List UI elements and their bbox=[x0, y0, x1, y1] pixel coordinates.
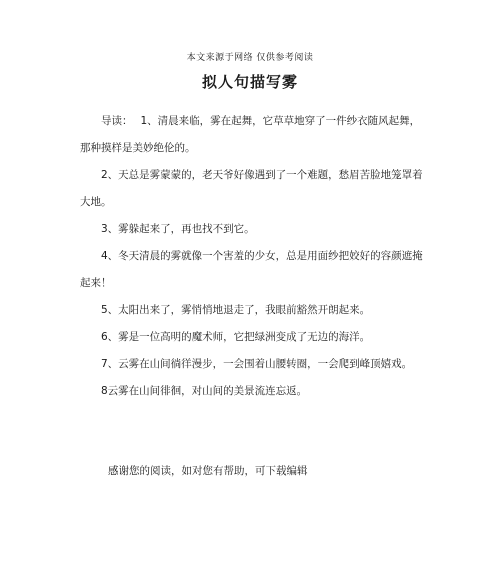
paragraph-2: 2、天总是雾蒙蒙的，老天爷好像遇到了一个难题，愁眉苦脸地笼罩着大地。 bbox=[80, 169, 423, 208]
paragraph-8: 8云雾在山间徘徊，对山间的美景流连忘返。 bbox=[101, 385, 308, 397]
paragraph-1 bbox=[80, 108, 425, 162]
document-body bbox=[80, 108, 425, 405]
lead-label: 导读： bbox=[101, 115, 133, 127]
document-title: 拟人句描写雾 bbox=[201, 73, 298, 91]
source-note: 本文来源于网络 仅供参考阅读 bbox=[186, 53, 314, 63]
paragraph-5: 5、太阳出来了，雾悄悄地退走了，我眼前豁然开朗起来。 bbox=[101, 304, 371, 316]
paragraph-text: 1、清晨来临，雾在起舞，它草草地穿了一件纱衣随风起舞，那种摸样是美妙绝伦的。 bbox=[80, 115, 421, 154]
paragraph-3: 3、雾躲起来了，再也找不到它。 bbox=[101, 223, 255, 235]
paragraph-7: 7、云雾在山间徜徉漫步，一会围着山腰转圈，一会爬到峰顶嬉戏。 bbox=[101, 358, 413, 370]
thanks-note: 感谢您的阅读，如对您有帮助，可下载编辑 bbox=[108, 465, 308, 477]
paragraph-6: 6、雾是一位高明的魔术师，它把绿洲变成了无边的海洋。 bbox=[101, 331, 371, 343]
paragraph-4: 4、冬天清晨的雾就像一个害羞的少女，总是用面纱把姣好的容颜遮掩起来！ bbox=[80, 250, 423, 289]
